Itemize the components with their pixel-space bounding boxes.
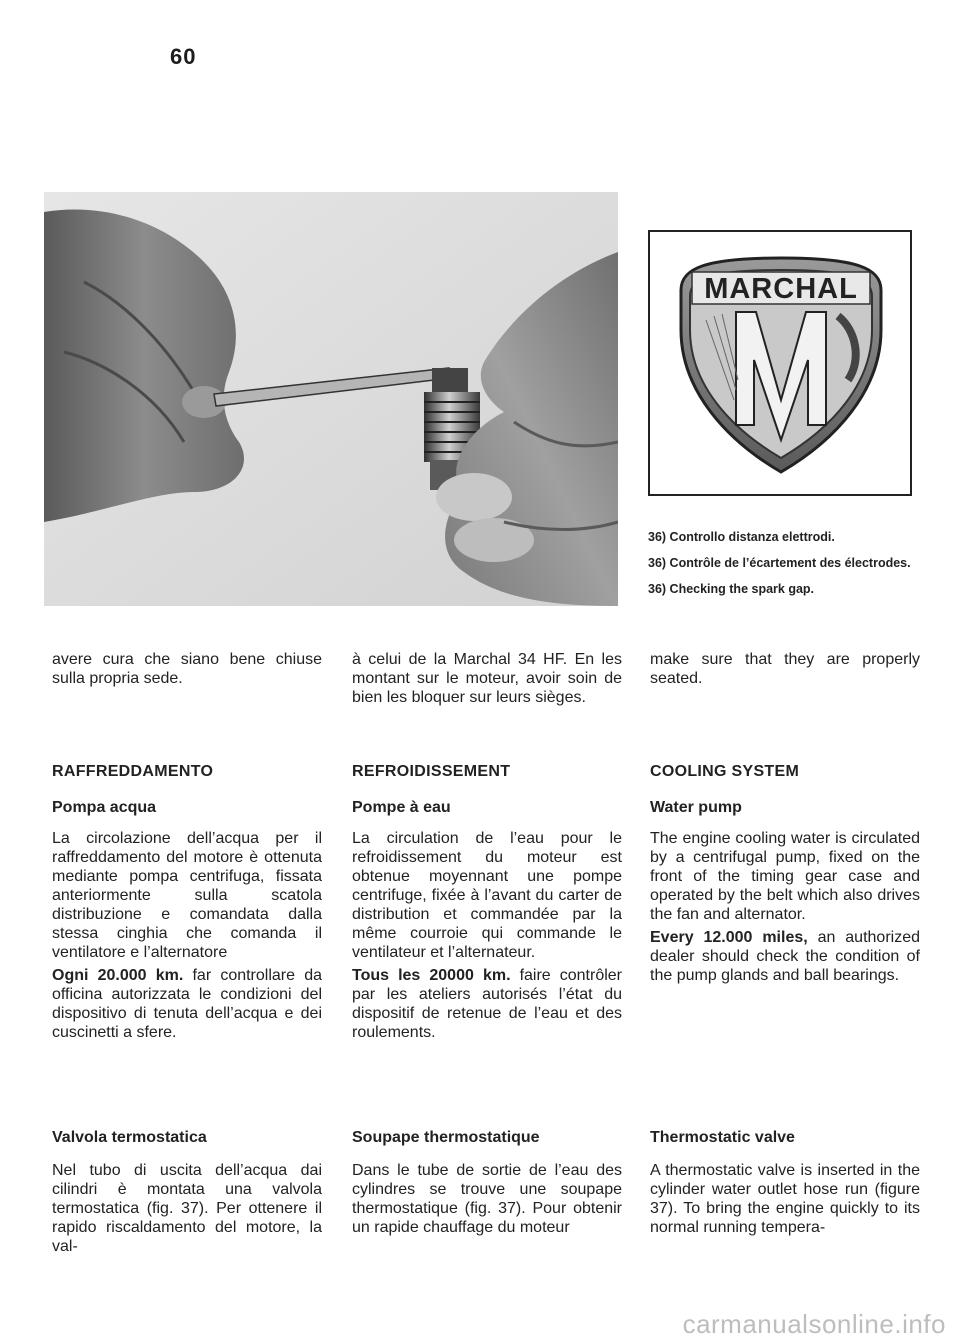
figure-captions xyxy=(648,530,918,608)
english-service: Every 12.000 miles, an authorized dealer should check the condition of the pump glands and ball bearings. xyxy=(650,929,920,984)
italian-valve-heading: Valvola termostatica xyxy=(52,1129,207,1146)
french-valve xyxy=(352,1128,622,1237)
english-pump-body: The engine cooling water is circulated by a centrifugal pump, fixed on the front of the timing gear case and operated by the belt which also drives the fan and alternator. xyxy=(650,830,920,923)
italian-pump-heading: Pompa acqua xyxy=(52,799,157,816)
english-valve-heading: Thermostatic valve xyxy=(650,1129,795,1146)
italian-section-heading: RAFFREDDAMENTO xyxy=(52,763,214,780)
french-intro: à celui de la Marchal 34 HF. En les montant sur le moteur, avoir soin de bien les bloquer sur leurs sièges. xyxy=(352,651,622,706)
english-pump-heading: Water pump xyxy=(650,799,742,816)
caption-italian: 36) Controllo distanza elettrodi. xyxy=(648,530,835,544)
svg-text:MARCHAL: MARCHAL xyxy=(704,273,858,305)
spark-gap-photo xyxy=(44,192,618,606)
french-section-heading: REFROIDISSEMENT xyxy=(352,763,511,780)
marchal-logo xyxy=(666,250,896,478)
italian-valve xyxy=(52,1128,322,1256)
english-intro: make sure that they are properly seated. xyxy=(650,651,920,687)
french-valve-heading: Soupape thermostatique xyxy=(352,1129,540,1146)
italian-valve-body: Nel tubo di uscita dell’acqua dai cilindri è montata una valvola termostatica (fig. 37). Per ottenere il rapido riscaldamento del motore, la val- xyxy=(52,1162,322,1255)
italian-pump xyxy=(52,798,322,1042)
french-pump-heading: Pompe à eau xyxy=(352,799,451,816)
french-service: Tous les 20000 km. faire contrôler par les ateliers autorisés l’état du dispositif de retenue de l’eau et des roulements. xyxy=(352,967,623,1041)
caption-english: 36) Checking the spark gap. xyxy=(648,582,815,596)
english-valve-body: A thermostatic valve is inserted in the cylinder water outlet hose run (figure 37). To bring the engine quickly to its normal running tempera- xyxy=(650,1162,920,1236)
italian-pump-body: La circolazione dell’acqua per il raffreddamento del motore è ottenuta mediante pompa centrifuga, fissata anteriormente sulla scatola distribuzione e comandata dalla stessa cinghia che comanda il ventilatore e l’alternatore xyxy=(52,830,322,961)
english-section-heading: COOLING SYSTEM xyxy=(650,763,800,780)
french-pump-body: La circulation de l’eau pour le refroidissement du moteur est obtenue moyennant une pompe centrifuge, fixée à l’avant du carter de distribution et commandée par la même courroie qui commande le ventilateur et l’alternateur. xyxy=(352,830,622,961)
page-number: 60 xyxy=(170,44,197,69)
italian-intro: avere cura che siano bene chiuse sulla propria sede. xyxy=(52,651,322,687)
french-pump xyxy=(352,798,622,1042)
marchal-badge-figure xyxy=(648,230,912,496)
english-pump xyxy=(650,798,920,985)
french-valve-body: Dans le tube de sortie de l’eau des cylindres se trouve une soupape thermostatique (fig. 37). Pour obtenir un rapide chauffage du moteur xyxy=(352,1162,622,1236)
english-valve xyxy=(650,1128,920,1237)
watermark: carmanualsonline.info xyxy=(682,1309,946,1339)
caption-french: 36) Contrôle de l’écartement des électrodes. xyxy=(648,556,911,570)
italian-service: Ogni 20.000 km. far controllare da officina autorizzata le condizioni del dispositivo di tenuta dell’acqua e dei cuscinetti a sfere. xyxy=(52,967,322,1041)
